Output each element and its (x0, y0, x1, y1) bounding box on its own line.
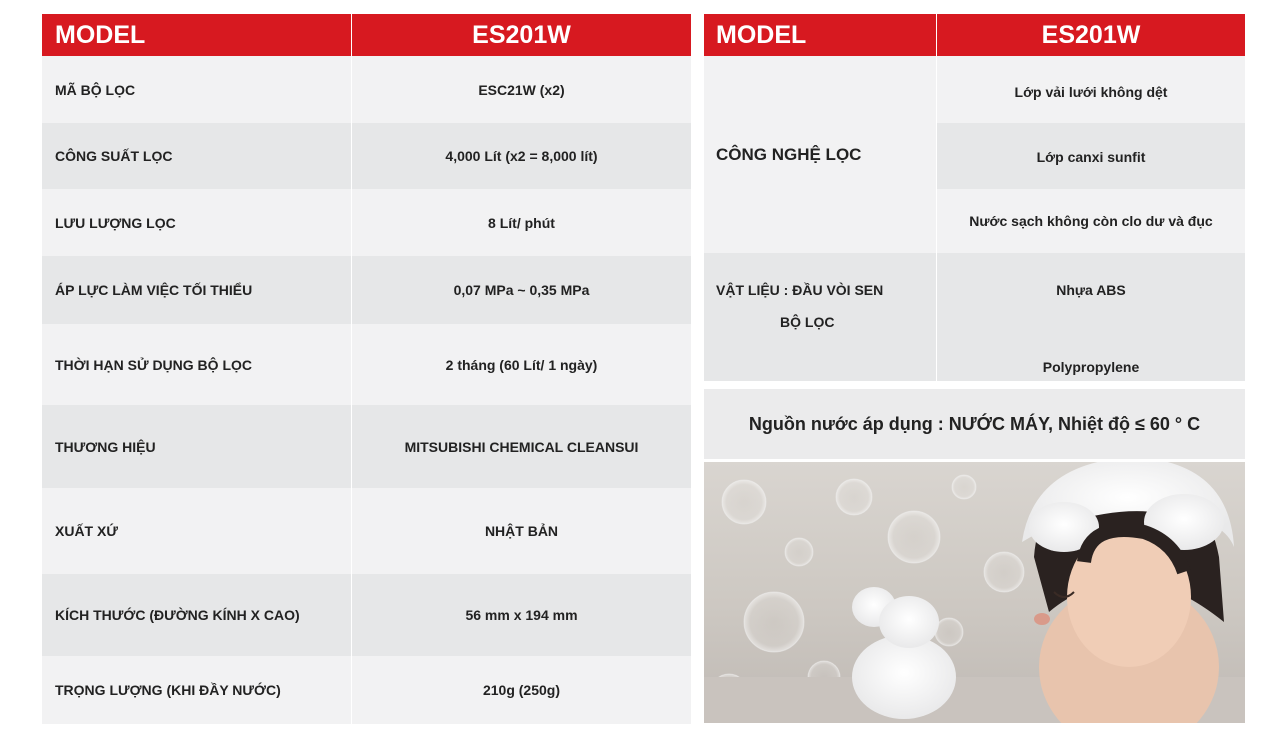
row-value: 4,000 Lít (x2 = 8,000 lít) (445, 148, 598, 164)
table-row (42, 189, 691, 256)
tech-label: CÔNG NGHỆ LỌC (704, 56, 937, 253)
table-header (42, 14, 691, 56)
material-value-head: Nhựa ABS (1056, 282, 1126, 298)
child-bath-photo (704, 462, 1245, 723)
row-label: MÃ BỘ LỌC (42, 56, 352, 123)
tech-value: Nước sạch không còn clo dư và đục (937, 189, 1245, 253)
row-label: XUẤT XỨ (42, 488, 352, 574)
row-value: 2 tháng (60 Lít/ 1 ngày) (445, 356, 598, 373)
spec-table-left (42, 14, 691, 724)
header-model: MODEL (42, 14, 352, 56)
table-row (42, 656, 691, 724)
row-label: LƯU LƯỢNG LỌC (42, 189, 352, 256)
header-model: MODEL (704, 14, 937, 56)
row-label: TRỌNG LƯỢNG (KHI ĐẦY NƯỚC) (42, 656, 352, 724)
header-model-value: ES201W (472, 20, 571, 49)
table-row (42, 256, 691, 324)
tech-value: Lớp vải lưới không dệt (937, 56, 1245, 123)
table-row (42, 405, 691, 488)
row-value: MITSUBISHI CHEMICAL CLEANSUI (404, 438, 639, 455)
header-model-value: ES201W (1041, 20, 1141, 49)
material-label-line1: VẬT LIỆU : ĐẦU VÒI SEN (716, 282, 884, 298)
tech-section (704, 56, 1245, 253)
row-value: 210g (250g) (482, 682, 561, 698)
material-values (937, 253, 1245, 381)
row-value: 0,07 MPa ~ 0,35 MPa (453, 282, 590, 298)
row-value: ESC21W (x2) (478, 81, 565, 98)
row-label: KÍCH THƯỚC (ĐƯỜNG KÍNH X CAO) (42, 574, 352, 656)
material-value-filter: Polypropylene (1042, 359, 1140, 375)
material-label (704, 253, 937, 381)
material-section (704, 253, 1245, 381)
row-value: 56 mm x 194 mm (465, 607, 578, 623)
spec-table-right (704, 14, 1245, 381)
material-label-line2: BỘ LỌC (780, 314, 835, 330)
water-source-note: Nguồn nước áp dụng : NƯỚC MÁY, Nhiệt độ ≤ 60 ° C (704, 389, 1245, 459)
row-label: CÔNG SUẤT LỌC (42, 123, 352, 189)
row-label: THƯƠNG HIỆU (42, 405, 352, 488)
row-value: NHẬT BẢN (484, 523, 559, 539)
tech-value: Lớp canxi sunfit (937, 123, 1245, 189)
table-row (42, 123, 691, 189)
table-row (42, 324, 691, 405)
row-label: ÁP LỰC LÀM VIỆC TỐI THIỂU (42, 256, 352, 324)
row-value: 8 Lít/ phút (488, 214, 555, 231)
table-row (42, 574, 691, 656)
table-row (42, 488, 691, 574)
table-header (704, 14, 1245, 56)
row-label: THỜI HẠN SỬ DỤNG BỘ LỌC (42, 324, 352, 405)
bath-photo-illustration (704, 462, 1245, 723)
table-row (42, 56, 691, 123)
